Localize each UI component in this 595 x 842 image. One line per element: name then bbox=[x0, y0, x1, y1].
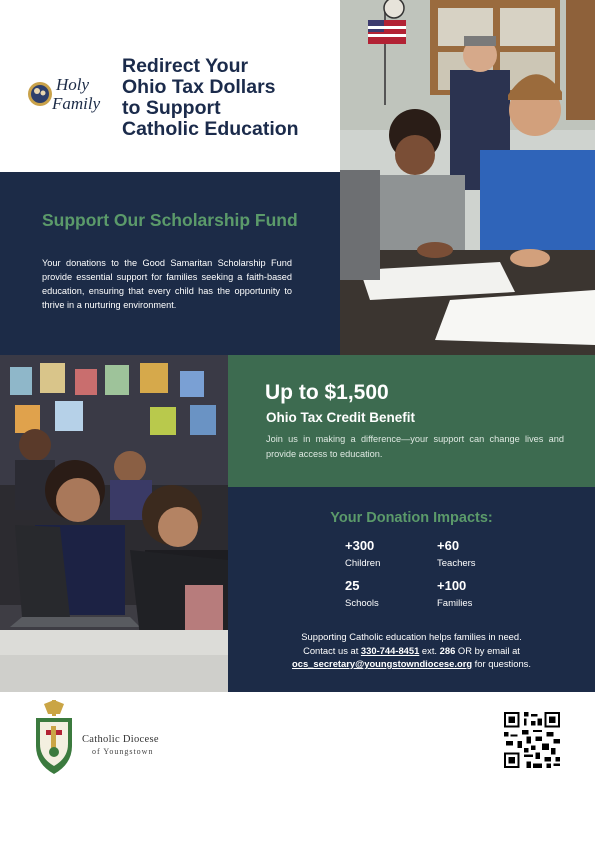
logo-word-holy: Holy bbox=[56, 75, 90, 94]
phone-extension: 286 bbox=[439, 644, 456, 656]
contact-prefix: Contact us at bbox=[303, 644, 361, 656]
stat-value: +100 bbox=[437, 578, 467, 593]
stat-teachers bbox=[437, 538, 476, 569]
scholarship-description: Your donations to the Good Samaritan Scholarship Fund provide essential support for families seeking a faith-based education, ensuring that every child has the opportunity to thrive in a nurturing environment. bbox=[42, 258, 292, 310]
stat-children bbox=[345, 538, 380, 569]
email-link[interactable]: ocs_secretary@youngstowndiocese.org bbox=[292, 658, 473, 669]
contact-line-1: Supporting Catholic education helps families in need. bbox=[301, 631, 522, 642]
stat-value: 25 bbox=[345, 578, 360, 593]
stat-families bbox=[437, 578, 472, 609]
diocese-name: Catholic Diocese bbox=[82, 734, 159, 745]
stat-label: Children bbox=[345, 558, 381, 569]
stat-value: +60 bbox=[437, 538, 460, 553]
diocese-city: of Youngstown bbox=[92, 747, 154, 756]
impacts-title: Your Donation Impacts: bbox=[330, 510, 493, 526]
stat-label: Schools bbox=[345, 598, 379, 609]
diocese-logo bbox=[30, 700, 185, 778]
page-title: Redirect Your Ohio Tax Dollars to Support Catholic Education bbox=[122, 55, 299, 140]
diocese-crest-icon bbox=[30, 700, 78, 778]
stat-label: Families bbox=[437, 598, 473, 609]
contact-suffix: for questions. bbox=[472, 658, 531, 669]
phone-link[interactable]: 330-744-8451 bbox=[360, 644, 420, 656]
credit-label: Ohio Tax Credit Benefit bbox=[266, 410, 416, 425]
stat-value: +300 bbox=[345, 538, 375, 553]
classroom-photo-laptops bbox=[0, 355, 228, 692]
qr-code[interactable] bbox=[504, 712, 560, 768]
classroom-photo-students-teacher bbox=[340, 0, 595, 355]
credit-description: Join us in making a difference—your support can change lives and provide access to education. bbox=[266, 434, 564, 459]
ext-text: ext. bbox=[419, 644, 440, 656]
logo-word-family: Family bbox=[52, 94, 101, 113]
holy-family-logo bbox=[26, 64, 114, 124]
credit-amount: Up to $1,500 bbox=[265, 381, 389, 404]
scholarship-title: Support Our Scholarship Fund bbox=[42, 210, 298, 230]
contact-block bbox=[228, 630, 595, 671]
stat-schools bbox=[345, 578, 379, 609]
stat-label: Teachers bbox=[437, 558, 476, 569]
contact-mid: OR by email at bbox=[455, 644, 520, 656]
